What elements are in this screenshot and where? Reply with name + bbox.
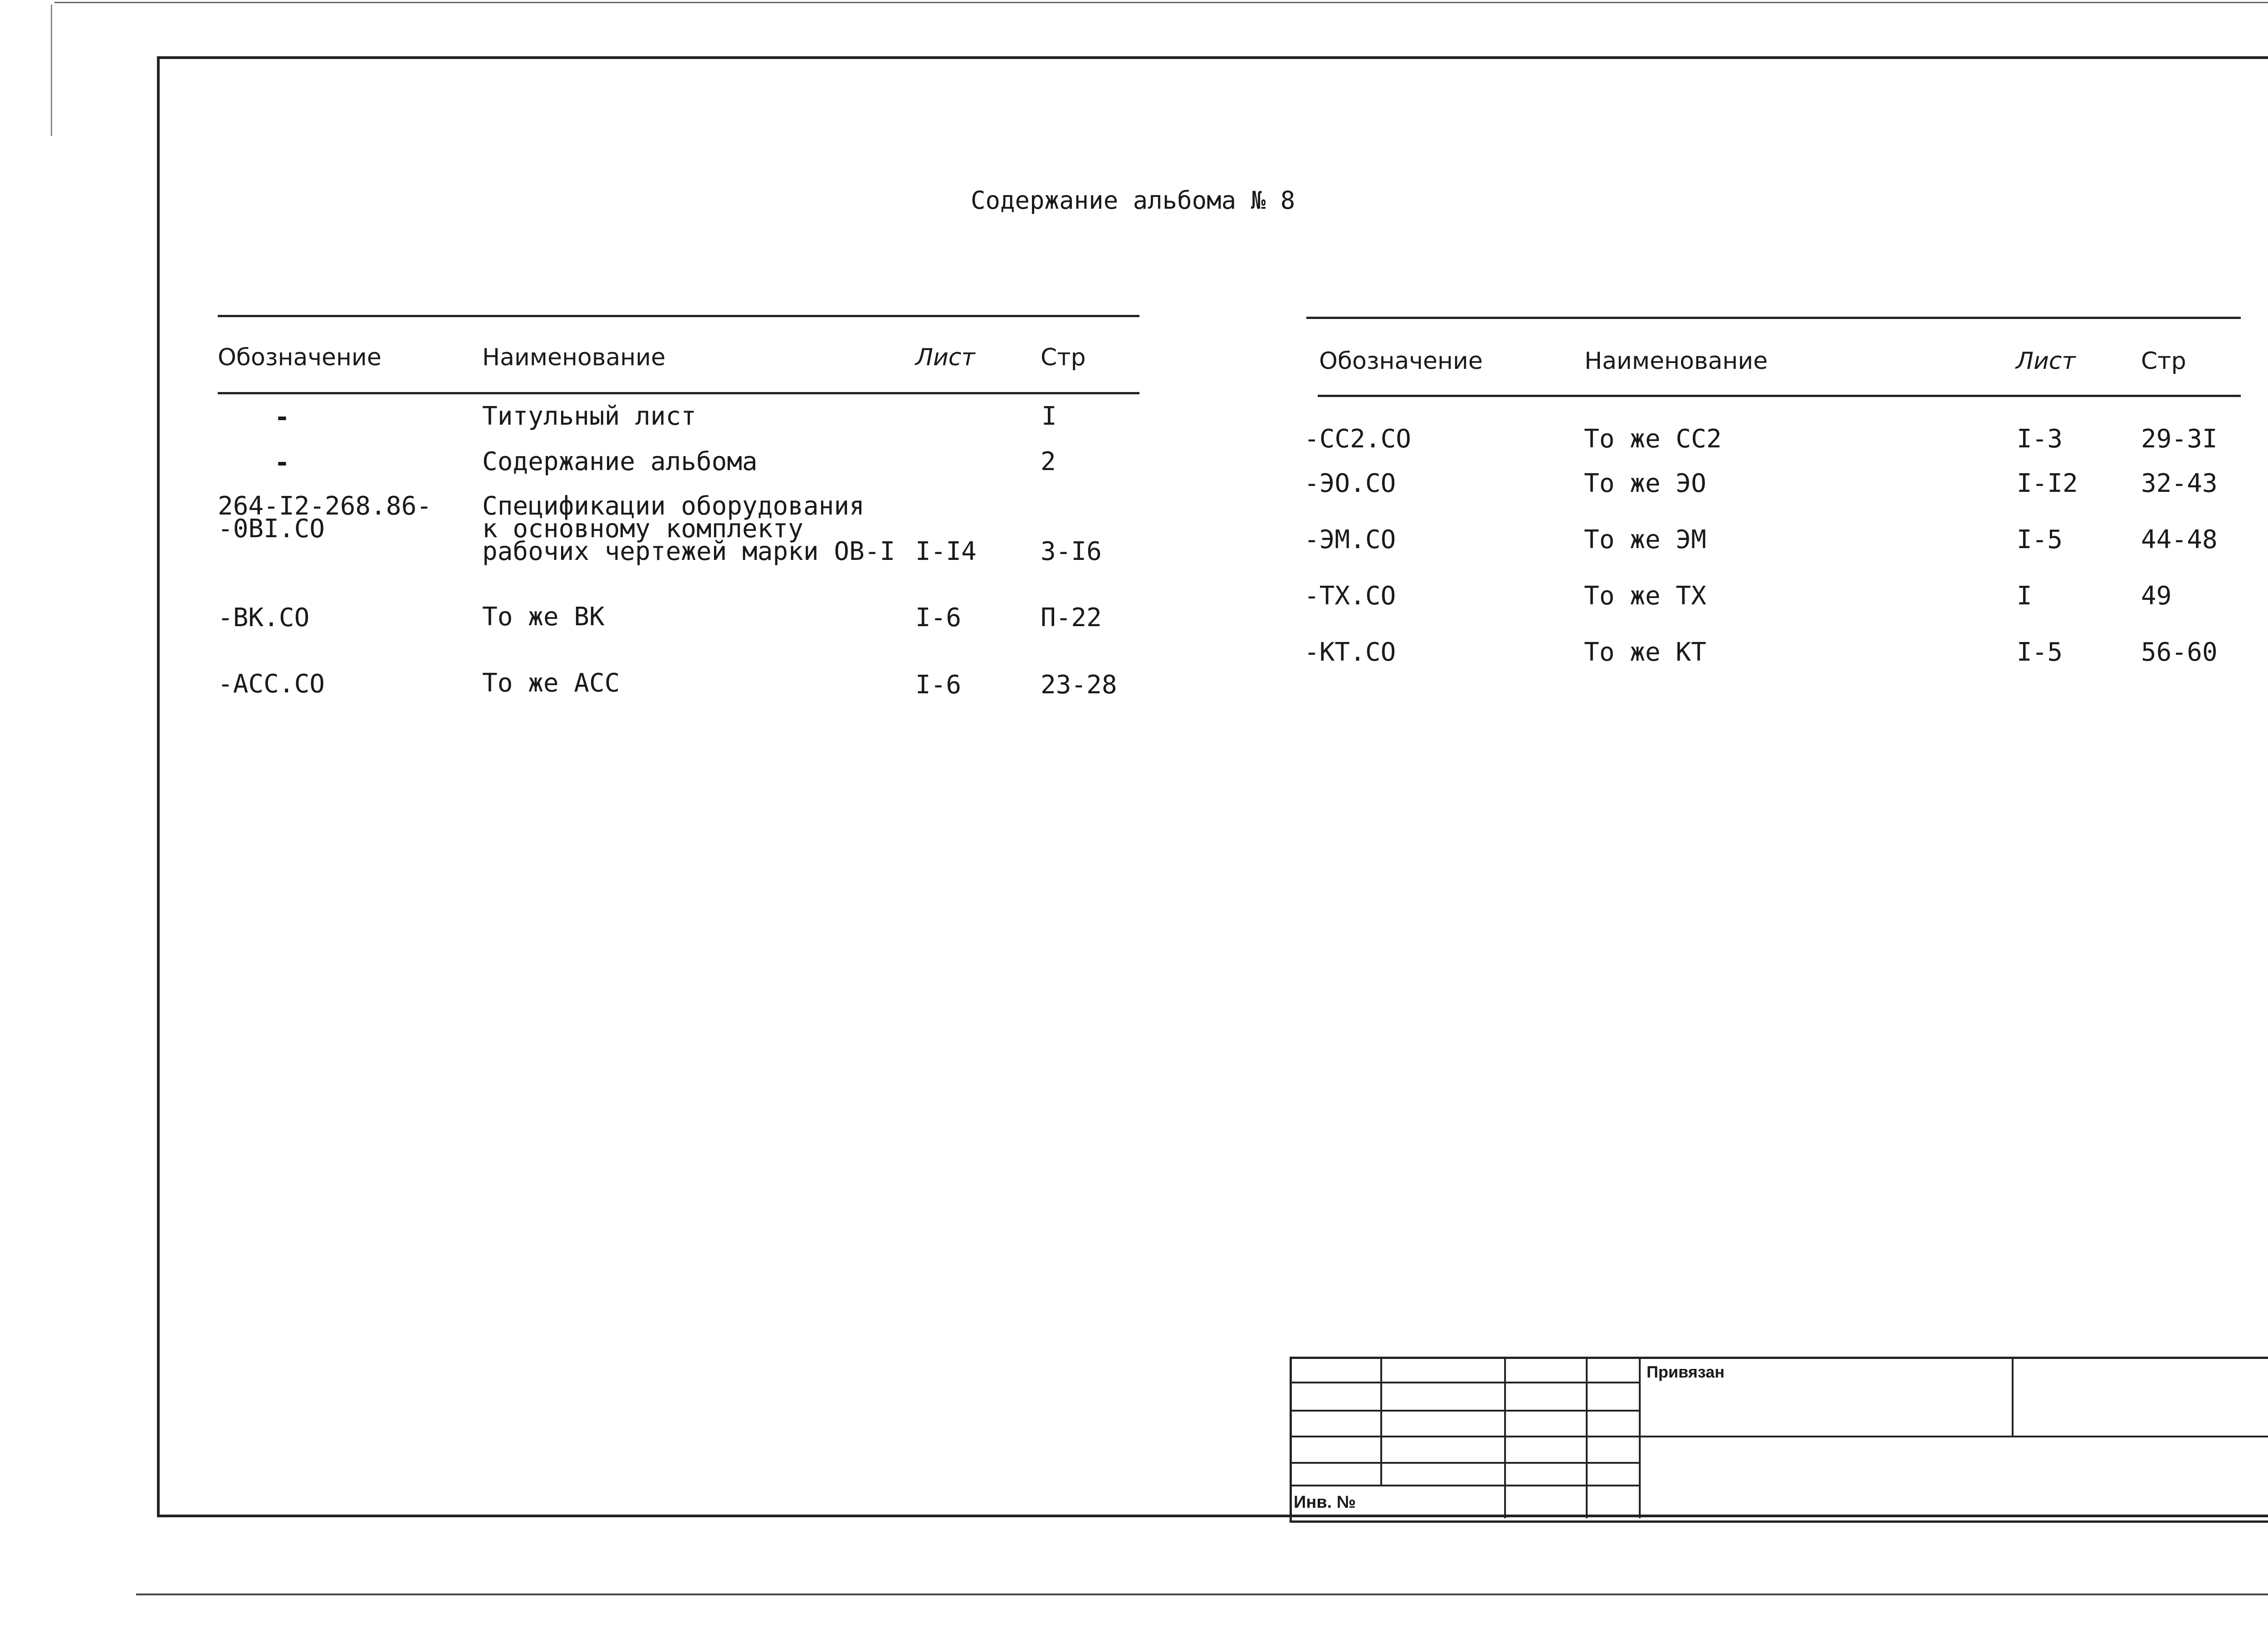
row-page: 32-43 xyxy=(2141,469,2218,498)
row-designation: - xyxy=(274,448,290,477)
inventory-number-label: Инв. № xyxy=(1294,1493,1356,1512)
row-page: 23-28 xyxy=(1041,670,1117,700)
right-table-header-rule xyxy=(1318,395,2241,397)
row-page: 44-48 xyxy=(2141,525,2218,554)
row-sheet: I-6 xyxy=(915,670,962,700)
row-sheet: I-6 xyxy=(915,603,962,633)
grid-hline xyxy=(1290,1382,1640,1383)
grid-vline xyxy=(1639,1357,1641,1518)
row-designation: -КТ.СО xyxy=(1304,637,1396,667)
row-name: То же ЭМ xyxy=(1584,525,1706,554)
page-title: Содержание альбома № 8 xyxy=(971,186,1295,215)
row-designation: -ВК.СО xyxy=(218,603,310,633)
right-table-top-rule xyxy=(1306,317,2241,319)
row-name: То же СС2 xyxy=(1584,424,1722,454)
row-page: 49 xyxy=(2141,581,2172,611)
row-designation: - xyxy=(274,402,290,432)
row-name: То же АСС xyxy=(482,668,620,698)
row-page: 3-I6 xyxy=(1041,537,1102,566)
sheet-left-edge xyxy=(51,5,52,136)
grid-hline xyxy=(1290,1462,1640,1464)
row-name: То же ТХ xyxy=(1584,581,1706,611)
row-name: Содержание альбома xyxy=(482,447,758,476)
row-name-line-3: рабочих чертежей марки ОВ-I xyxy=(482,537,895,566)
row-name-line-2: к основному комплекту xyxy=(482,514,804,544)
row-designation: -ТХ.СО xyxy=(1304,581,1396,611)
grid-vline xyxy=(1586,1357,1588,1518)
row-page: 29-3I xyxy=(2141,424,2218,454)
row-designation: -ЭО.СО xyxy=(1304,469,1396,498)
grid-hline xyxy=(1290,1436,1640,1437)
row-sheet: I-3 xyxy=(2017,424,2063,454)
row-page: 2 xyxy=(1041,447,1056,476)
row-page: П-22 xyxy=(1041,603,1102,633)
row-designation-line-1: 264-I2-268.86- xyxy=(218,491,432,521)
right-header-page: Стр xyxy=(2141,348,2186,375)
grid-hline xyxy=(1639,1436,2268,1437)
sheet-top-edge xyxy=(54,2,2268,3)
right-header-designation: Обозначение xyxy=(1319,348,1483,375)
row-name: То же ЭО xyxy=(1584,469,1706,498)
left-header-page: Стр xyxy=(1041,344,1086,371)
right-header-name: Наименование xyxy=(1584,348,1768,375)
row-name: То же ВК xyxy=(482,602,605,632)
attached-label: Привязан xyxy=(1647,1363,1725,1381)
grid-vline xyxy=(1504,1357,1506,1518)
grid-hline xyxy=(1290,1485,1640,1486)
left-header-name: Наименование xyxy=(482,344,666,371)
row-designation: -АСС.СО xyxy=(218,669,325,699)
row-name: Титульный лист xyxy=(482,402,697,431)
row-sheet: I xyxy=(2017,581,2032,611)
row-designation: -СС2.СО xyxy=(1304,424,1412,454)
grid-vline xyxy=(1380,1357,1382,1485)
right-header-sheet: Лист xyxy=(2016,348,2076,375)
row-page: I xyxy=(1041,402,1057,431)
left-table-header-rule xyxy=(218,392,1139,394)
row-designation: -ЭМ.СО xyxy=(1304,525,1396,554)
left-header-designation: Обозначение xyxy=(218,344,381,371)
row-name-line-1: Спецификации оборудования xyxy=(482,491,865,521)
row-sheet: I-I4 xyxy=(915,537,977,566)
sheet-bottom-edge xyxy=(136,1594,2268,1595)
drawing-frame xyxy=(157,56,2268,1517)
left-header-sheet: Лист xyxy=(915,344,975,371)
row-page: 56-60 xyxy=(2141,637,2218,667)
grid-hline xyxy=(1290,1410,1640,1412)
row-name: То же КТ xyxy=(1584,637,1706,667)
row-sheet: I-I2 xyxy=(2017,469,2078,498)
left-table-top-rule xyxy=(218,315,1139,317)
row-sheet: I-5 xyxy=(2017,525,2063,554)
grid-vline xyxy=(2012,1357,2014,1437)
row-designation-line-2: -0BI.CO xyxy=(218,514,325,544)
row-sheet: I-5 xyxy=(2017,637,2063,667)
